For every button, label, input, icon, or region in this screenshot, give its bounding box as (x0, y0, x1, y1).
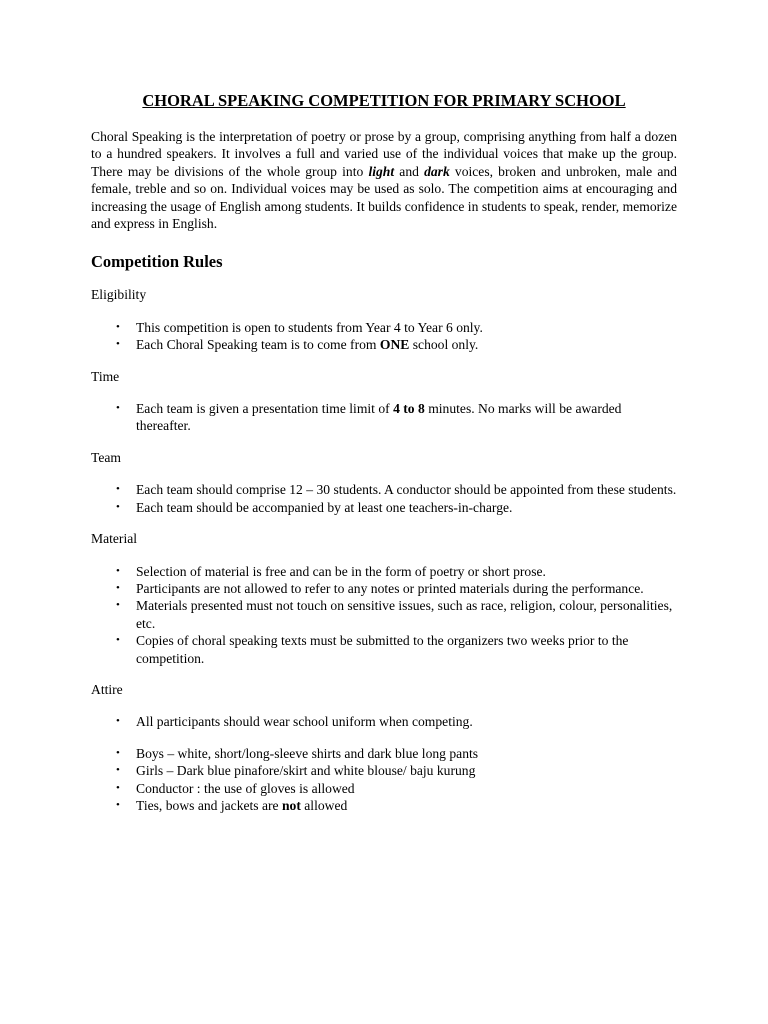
bullet-icon: • (116, 581, 120, 594)
intro-text-and: and (394, 163, 425, 179)
bullet-icon: • (116, 634, 120, 647)
material-item-text: Copies of choral speaking texts must be submitted to the organizers two weeks prior to the competition. (136, 633, 629, 666)
material-label: Material (91, 531, 138, 547)
time-label: Time (91, 368, 120, 384)
bullet-icon: • (116, 781, 120, 794)
list-item (91, 580, 677, 597)
attire-item-text: Conductor : the use of gloves is allowed (136, 780, 355, 796)
attire-list (91, 713, 677, 730)
eligibility-item-text: This competition is open to students from Year 4 to Year 6 only. (136, 319, 483, 335)
attire-item-text-post: allowed (300, 797, 348, 813)
intro-text-1: Choral Speaking is the interpretation of poetry or prose by a group, comprising anything from half a dozen to a hundred speakers. It involves a full and varied use of the individual voices that make up the group. There may be divisions of the whole group into (91, 129, 677, 179)
list-item (91, 597, 677, 632)
eligibility-item-bold: ONE (379, 337, 410, 353)
time-item-text-post: minutes. No marks will be awarded thereafter. (136, 401, 622, 434)
bullet-icon: • (116, 764, 120, 777)
list-item (91, 563, 677, 580)
list-item (91, 336, 677, 353)
eligibility-item-text-pre: Each Choral Speaking team is to come from (136, 337, 380, 353)
eligibility-list (91, 319, 677, 354)
competition-rules-heading: Competition Rules (91, 252, 223, 272)
list-item (91, 780, 677, 797)
bullet-icon: • (116, 715, 120, 728)
material-item-text: Materials presented must not touch on sensitive issues, such as race, religion, colour, personalities, etc. (136, 598, 673, 631)
list-item (91, 632, 677, 667)
team-list (91, 481, 677, 516)
attire-item-text: Boys – white, short/long-sleeve shirts and dark blue long pants (136, 745, 479, 761)
material-list (91, 563, 677, 667)
bullet-icon: • (116, 500, 120, 513)
list-item (91, 762, 677, 779)
bullet-icon: • (116, 798, 120, 811)
list-item (91, 481, 677, 498)
team-item-text: Each team should be accompanied by at least one teachers-in-charge. (136, 499, 513, 515)
list-item (91, 745, 677, 762)
time-item-text-pre: Each team is given a presentation time limit of (136, 401, 394, 417)
bullet-icon: • (116, 338, 120, 351)
eligibility-label: Eligibility (91, 287, 147, 303)
intro-text-2: voices, broken and unbroken, male and female, treble and so on. Individual voices may be used as solo. The competition aims at encouraging and increasing the usage of English among students. It builds confidence in students to speak, render, memorize and express in English. (91, 163, 677, 232)
attire-details-list (91, 745, 677, 815)
intro-paragraph (91, 128, 677, 232)
time-list (91, 400, 677, 435)
attire-item-text-pre: Ties, bows and jackets are (136, 797, 282, 813)
list-item (91, 499, 677, 516)
team-label: Team (91, 449, 121, 465)
team-item-text: Each team should comprise 12 – 30 students. A conductor should be appointed from these students. (136, 482, 677, 498)
material-item-text: Selection of material is free and can be in the form of poetry or short prose. (136, 563, 546, 579)
list-item (91, 319, 677, 336)
list-item (91, 797, 677, 814)
eligibility-item-text-post: school only. (409, 337, 479, 353)
bullet-icon: • (116, 483, 120, 496)
attire-item-bold: not (281, 797, 301, 813)
bullet-icon: • (116, 402, 120, 415)
list-item (91, 713, 677, 730)
attire-item-text: All participants should wear school uniform when competing. (136, 714, 473, 730)
bullet-icon: • (116, 320, 120, 333)
list-item (91, 400, 677, 435)
bullet-icon: • (116, 599, 120, 612)
attire-label: Attire (91, 681, 123, 697)
intro-dark-emphasis: dark (424, 163, 450, 179)
bullet-icon: • (116, 746, 120, 759)
intro-light-emphasis: light (368, 163, 395, 179)
document-title: CHORAL SPEAKING COMPETITION FOR PRIMARY SCHOOL (142, 91, 626, 110)
time-item-bold: 4 to 8 (393, 401, 425, 417)
attire-item-text: Girls – Dark blue pinafore/skirt and white blouse/ baju kurung (136, 763, 476, 779)
bullet-icon: • (116, 564, 120, 577)
material-item-text: Participants are not allowed to refer to any notes or printed materials during the performance. (136, 580, 644, 596)
